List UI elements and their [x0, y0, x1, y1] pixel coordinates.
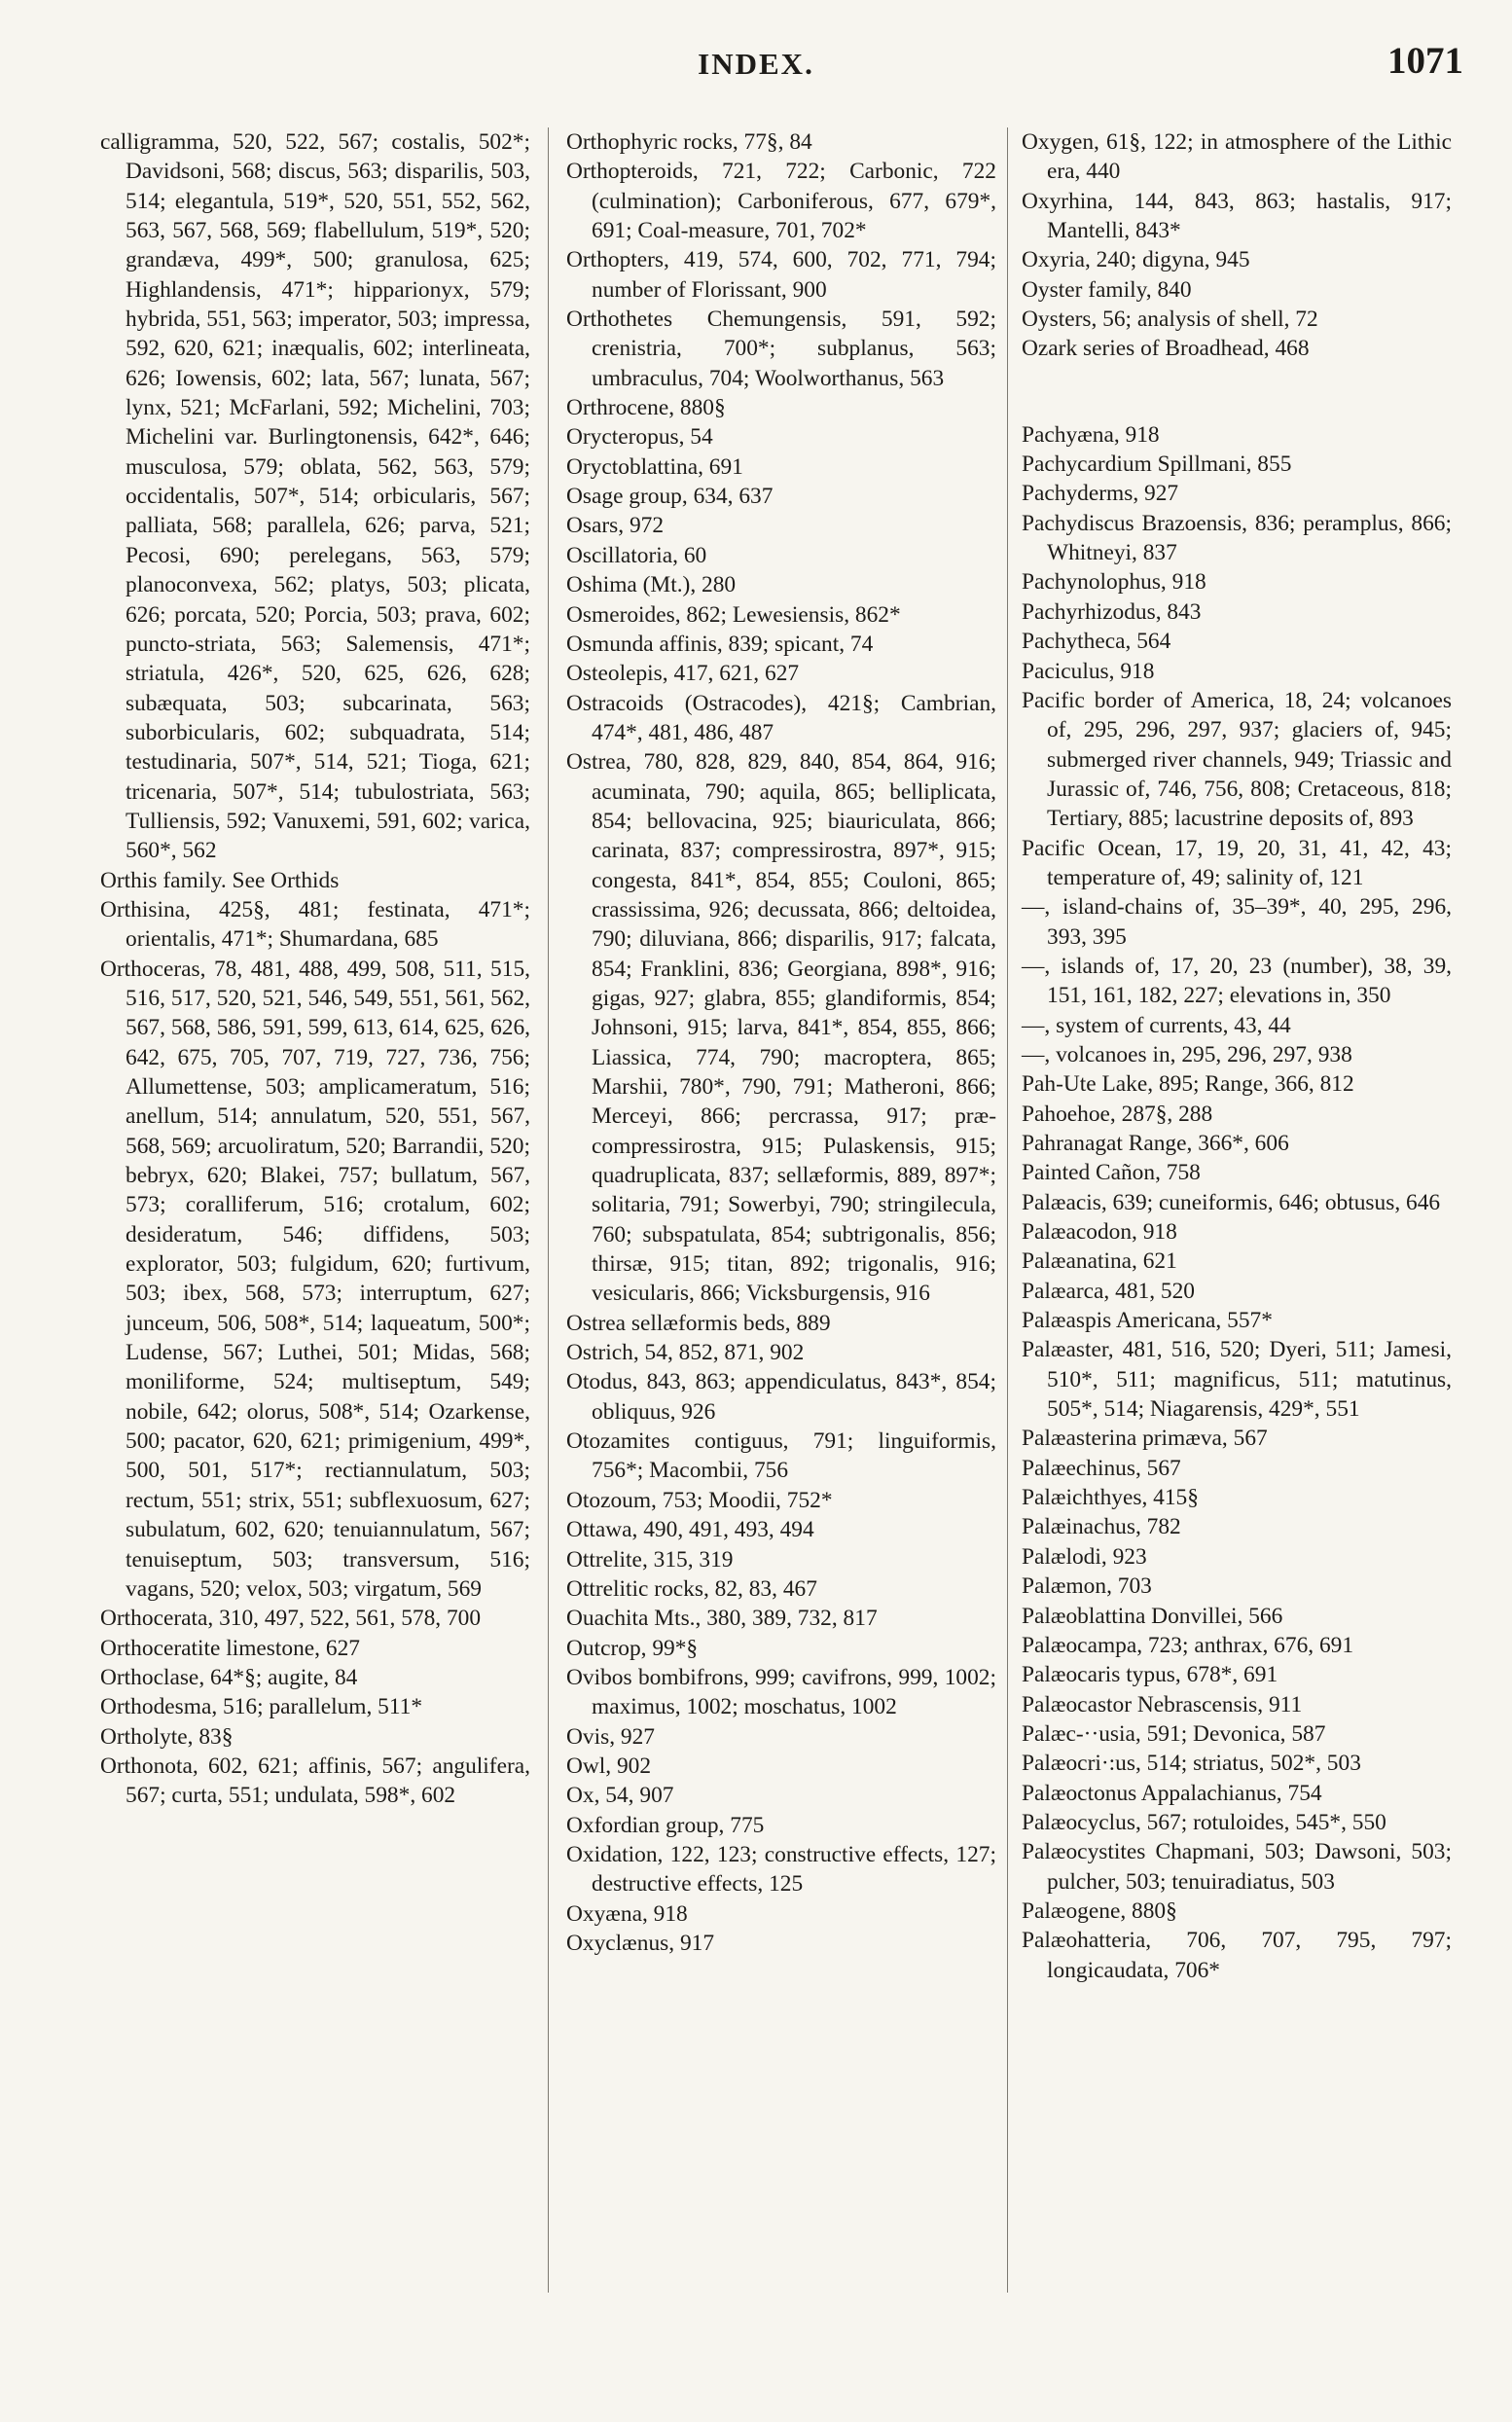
index-entry: Palæogene, 880§ [1022, 1898, 1177, 1924]
index-entry: Paciculus, 918 [1022, 658, 1155, 684]
index-entry: Orthis family. See Orthids [100, 867, 340, 893]
index-entry: Orthocerata, 310, 497, 522, 561, 578, 700 [100, 1606, 482, 1632]
index-entry: Palæocaris typus, 678*, 691 [1022, 1662, 1278, 1688]
index-entry: —, system of currents, 43, 44 [1022, 1012, 1291, 1038]
index-entry: Palæacodon, 918 [1022, 1219, 1177, 1246]
index-entry: Ozark series of Broadhead, 468 [1022, 336, 1310, 362]
index-entry: Orthoclase, 64*§; augite, 84 [100, 1664, 358, 1690]
index-entry: Palæocystites Chapmani, 503; Dawsoni, 503; pulcher, 503; tenuiradiatus, 503 [1022, 1839, 1452, 1895]
index-entry: Oyster family, 840 [1022, 276, 1192, 303]
index-entry: Orthoceras, 78, 481, 488, 499, 508, 511, 515, 516, 517, 520, 521, 546, 549, 551, 561, 562, 567, 568, 586, 591, 599, 613, 614, 625, 626, 642, 675, 705, 707, 719, 727, 736, 756; Allumettense, 503; amplicameratum, 516; anellum, 514; annulatum, 520, 551, 567, 568, 569; arcuoliratum, 520; Barrandii, 520; bebryx, 620; Blakei, 757; bullatum, 567, 573; coralliferum, 516; crotalum, 602; desideratum, 546; diffidens, 503; explorator, 503; fulgidum, 620; furtivum, 503; ibex, 568, 573; interruptum, 627; junceum, 506, 508*, 514; laqueatum, 500*; Ludense, 567; Luthei, 501; Midas, 568; moniliforme, 524; multiseptum, 549; nobile, 642; olorus, 508*, 514; Ozarkense, 500; pacator, 620, 621; primigenium, 499*, 500, 501, 517*; rectiannulatum, 503; rectum, 551; strix, 551; subflexuosum, 627; subulatum, 602, 620; tenuiannulatum, 567; tenuiseptum, 503; transversum, 516; vagans, 520; velox, 503; virgatum, 569 [100, 956, 530, 1602]
index-entry: Oxygen, 61§, 122; in atmosphere of the Lithic era, 440 [1022, 129, 1452, 185]
index-entry: Palæmon, 703 [1022, 1573, 1152, 1600]
index-entry: Palælodi, 923 [1022, 1543, 1147, 1570]
index-entry: Palæocastor Nebrascensis, 911 [1022, 1691, 1303, 1717]
index-entry: Palæohatteria, 706, 707, 795, 797; longicaudata, 706* [1022, 1928, 1452, 1983]
index-entry: Osteolepis, 417, 621, 627 [566, 661, 800, 687]
index-column-right [1022, 127, 1452, 1985]
index-entry: Osmeroides, 862; Lewesiensis, 862* [566, 601, 901, 628]
index-entry: Palæoctonus Appalachianus, 754 [1022, 1780, 1322, 1806]
index-entry: Pachyæna, 918 [1022, 421, 1160, 448]
index-entry: Pachytheca, 564 [1022, 629, 1171, 655]
index-entry: Pachycardium Spillmani, 855 [1022, 452, 1292, 478]
index-entry: Oryctoblattina, 691 [566, 453, 743, 480]
index-entry: Oxyclænus, 917 [566, 1930, 715, 1956]
index-entry: Ovis, 927 [566, 1723, 655, 1750]
column-divider [1007, 127, 1008, 2293]
index-entry: Otozoum, 753; Moodii, 752* [566, 1487, 833, 1513]
index-entry: Orthonota, 602, 621; affinis, 567; angulifera, 567; curta, 551; undulata, 598*, 602 [100, 1753, 530, 1809]
index-entry: Orthothetes Chemungensis, 591, 592; crenistria, 700*; subplanus, 563; umbraculus, 704; Woolworthanus, 563 [566, 307, 996, 391]
index-entry: Ostrea sellæformis beds, 889 [566, 1310, 831, 1336]
index-entry: Ostracoids (Ostracodes), 421§; Cambrian, 474*, 481, 486, 487 [566, 690, 996, 745]
index-entry: Orthrocene, 880§ [566, 395, 726, 421]
index-entry: Pahranagat Range, 366*, 606 [1022, 1131, 1289, 1156]
index-entry: Pah-Ute Lake, 895; Range, 366, 812 [1022, 1071, 1354, 1098]
index-entry: Oxyrhina, 144, 843, 863; hastalis, 917; Mantelli, 843* [1022, 188, 1452, 244]
index-entry: Palæarca, 481, 520 [1022, 1278, 1195, 1304]
index-column-middle [566, 127, 996, 1958]
index-entry: Otodus, 843, 863; appendiculatus, 843*, 854; obliquus, 926 [566, 1369, 996, 1425]
index-entry: Palæc-··usia, 591; Devonica, 587 [1022, 1720, 1326, 1747]
index-entry: Pahoehoe, 287§, 288 [1022, 1101, 1213, 1127]
index-entry: Pachyderms, 927 [1022, 481, 1179, 507]
index-entry: —, island-chains of, 35–39*, 40, 295, 296, 393, 395 [1022, 894, 1452, 950]
index-entry: —, islands of, 17, 20, 23 (number), 38, 39, 151, 161, 182, 227; elevations in, 350 [1022, 953, 1452, 1009]
index-entry: Oshima (Mt.), 280 [566, 572, 737, 598]
index-entry: Ottawa, 490, 491, 493, 494 [566, 1517, 814, 1543]
index-entry: Palæichthyes, 415§ [1022, 1485, 1199, 1511]
index-entry: Orthoceratite limestone, 627 [100, 1635, 360, 1661]
index-entry: Palæocyclus, 567; rotuloides, 545*, 550 [1022, 1809, 1386, 1835]
index-column-left [100, 127, 530, 1811]
index-entry: Painted Cañon, 758 [1022, 1160, 1201, 1186]
index-entry: Oxyria, 240; digyna, 945 [1022, 247, 1250, 273]
index-entry: Palæoblattina Donvillei, 566 [1022, 1603, 1283, 1629]
index-entry: Orycteropus, 54 [566, 424, 713, 451]
index-entry: Osmunda affinis, 839; spicant, 74 [566, 631, 874, 657]
index-entry: Osars, 972 [566, 513, 665, 539]
index-entry: Outcrop, 99*§ [566, 1635, 699, 1661]
index-entry: Orthisina, 425§, 481; festinata, 471*; orientalis, 471*; Shumardana, 685 [100, 896, 530, 953]
index-entry: Ostrea, 780, 828, 829, 840, 854, 864, 916; acuminata, 790; aquila, 865; belliplicata, 854; bellovacina, 925; biauriculata, 866; carinata, 837; compressirostra, 897*, 915; congesta, 841*, 854, 855; Couloni, 865; crassissima, 926; decussata, 866; deltoidea, 790; diluviana, 866; disparilis, 917; falcata, 854; Franklini, 836; Georgiana, 898*, 916; gigas, 927; glabra, 855; glandiformis, 854; Johnsoni, 915; larva, 841*, 854, 855, 866; Liassica, 774, 790; macroptera, 865; Marshii, 780*, 790, 791; Matheroni, 866; Merceyi, 866; percrassa, 917; præ-compressirostra, 915; Pulaskensis, 915; quadruplicata, 837; sellæformis, 889, 897*; solitaria, 791; Sowerbyi, 790; stringilecula, 760; subspatulata, 854; subtrigonalis, 856; thirsæ, 915; titan, 892; trigonalis, 916; vesicularis, 866; Vicksburgensis, 916 [566, 749, 996, 1307]
index-entry: Palæocri·:us, 514; striatus, 502*, 503 [1022, 1751, 1361, 1777]
index-entry: Owl, 902 [566, 1753, 652, 1779]
index-entry: Palæasterina primæva, 567 [1022, 1426, 1268, 1452]
index-entry: Ouachita Mts., 380, 389, 732, 817 [566, 1606, 878, 1632]
index-entry: Oscillatoria, 60 [566, 542, 707, 568]
index-entry: Ox, 54, 907 [566, 1783, 674, 1809]
index-entry: Oxfordian group, 775 [566, 1812, 765, 1838]
index-entry: Pachyrhizodus, 843 [1022, 598, 1202, 625]
index-entry: Palæaspis Americana, 557* [1022, 1308, 1273, 1334]
index-entry: Orthophyric rocks, 77§, 84 [566, 129, 812, 155]
index-entry: Orthopters, 419, 574, 600, 702, 771, 794; number of Florissant, 900 [566, 247, 996, 303]
index-entry: Palæechinus, 567 [1022, 1455, 1181, 1481]
index-entry: Palæacis, 639; cuneiformis, 646; obtusus, 646 [1022, 1189, 1441, 1215]
index-entry: Oysters, 56; analysis of shell, 72 [1022, 307, 1318, 333]
index-entry: Pacific border of America, 18, 24; volcanoes of, 295, 296, 297, 937; glaciers of, 945; submerged river channels, 949; Triassic and Jurassic of, 746, 756, 808; Cretaceous, 818; Tertiary, 885; lacustrine deposits of, 893 [1022, 687, 1452, 832]
index-entry: Orthopteroids, 721, 722; Carbonic, 722 (culmination); Carboniferous, 677, 679*, 691; Coal-measure, 701, 702* [566, 159, 996, 244]
index-entry: Osage group, 634, 637 [566, 484, 774, 510]
index-entry: Pachynolophus, 918 [1022, 569, 1206, 596]
index-entry: calligramma, 520, 522, 567; costalis, 502*; Davidsoni, 568; discus, 563; disparilis, 503, 514; elegantula, 519*, 520, 551, 552, 562, 563, 567, 568, 569; flabellulum, 519*, 520; grandæva, 499*, 500; granulosa, 625; Highlandensis, 471*; hipparionyx, 579; hybrida, 551, 563; imperator, 503; impressa, 592, 620, 621; inæqualis, 602; interlineata, 626; Iowensis, 602; lata, 567; lunata, 567; lynx, 521; McFarlani, 592; Michelini, 703; Michelini var. Burlingtonensis, 642*, 646; musculosa, 579; oblata, 562, 563, 579; occidentalis, 507*, 514; orbicularis, 567; palliata, 568; parallela, 626; parva, 521; Pecosi, 690; perelegans, 563, 579; planoconvexa, 562; platys, 503; plicata, 626; porcata, 520; Porcia, 503; prava, 602; puncto-striata, 563; Salemensis, 471*; striatula, 426*, 520, 625, 626, 628; subæquata, 503; subcarinata, 563; suborbicularis, 602; subquadrata, 514; testudinaria, 507*, 514, 521; Tioga, 621; tricenaria, 507*, 514; tubulostriata, 563; Tulliensis, 592; Vanuxemi, 591, 602; varica, 560*, 562 [100, 129, 530, 864]
index-entry: Orthodesma, 516; parallelum, 511* [100, 1694, 423, 1720]
page-title: INDEX. [698, 47, 814, 81]
index-entry: Pachydiscus Brazoensis, 836; peramplus, 866; Whitneyi, 837 [1022, 510, 1452, 566]
index-entry: Ostrich, 54, 852, 871, 902 [566, 1340, 805, 1366]
index-entry: Ottrelite, 315, 319 [566, 1546, 734, 1572]
index-entry: Ottrelitic rocks, 82, 83, 467 [566, 1575, 817, 1602]
index-entry: Palæanatina, 621 [1022, 1248, 1177, 1275]
index-entry: Palæaster, 481, 516, 520; Dyeri, 511; Jamesi, 510*, 511; magnificus, 511; matutinus, 505*, 514; Niagarensis, 429*, 551 [1022, 1337, 1452, 1423]
index-entry: Palæinachus, 782 [1022, 1514, 1181, 1540]
index-entry: Ovibos bombifrons, 999; cavifrons, 999, 1002; maximus, 1002; moschatus, 1002 [566, 1664, 996, 1720]
column-divider [548, 127, 549, 2293]
index-entry: Ortholyte, 83§ [100, 1723, 234, 1750]
page-number: 1071 [1387, 40, 1463, 82]
section-break [1022, 364, 1452, 420]
index-entry: Oxyæna, 918 [566, 1900, 688, 1927]
index-entry: Pacific Ocean, 17, 19, 20, 31, 41, 42, 43; temperature of, 49; salinity of, 121 [1022, 835, 1452, 890]
index-entry: Otozamites contiguus, 791; linguiformis, 756*; Macombii, 756 [566, 1428, 996, 1484]
index-entry: —, volcanoes in, 295, 296, 297, 938 [1022, 1041, 1352, 1067]
index-entry: Palæocampa, 723; anthrax, 676, 691 [1022, 1632, 1354, 1658]
index-entry: Oxidation, 122, 123; constructive effects, 127; destructive effects, 125 [566, 1841, 996, 1898]
